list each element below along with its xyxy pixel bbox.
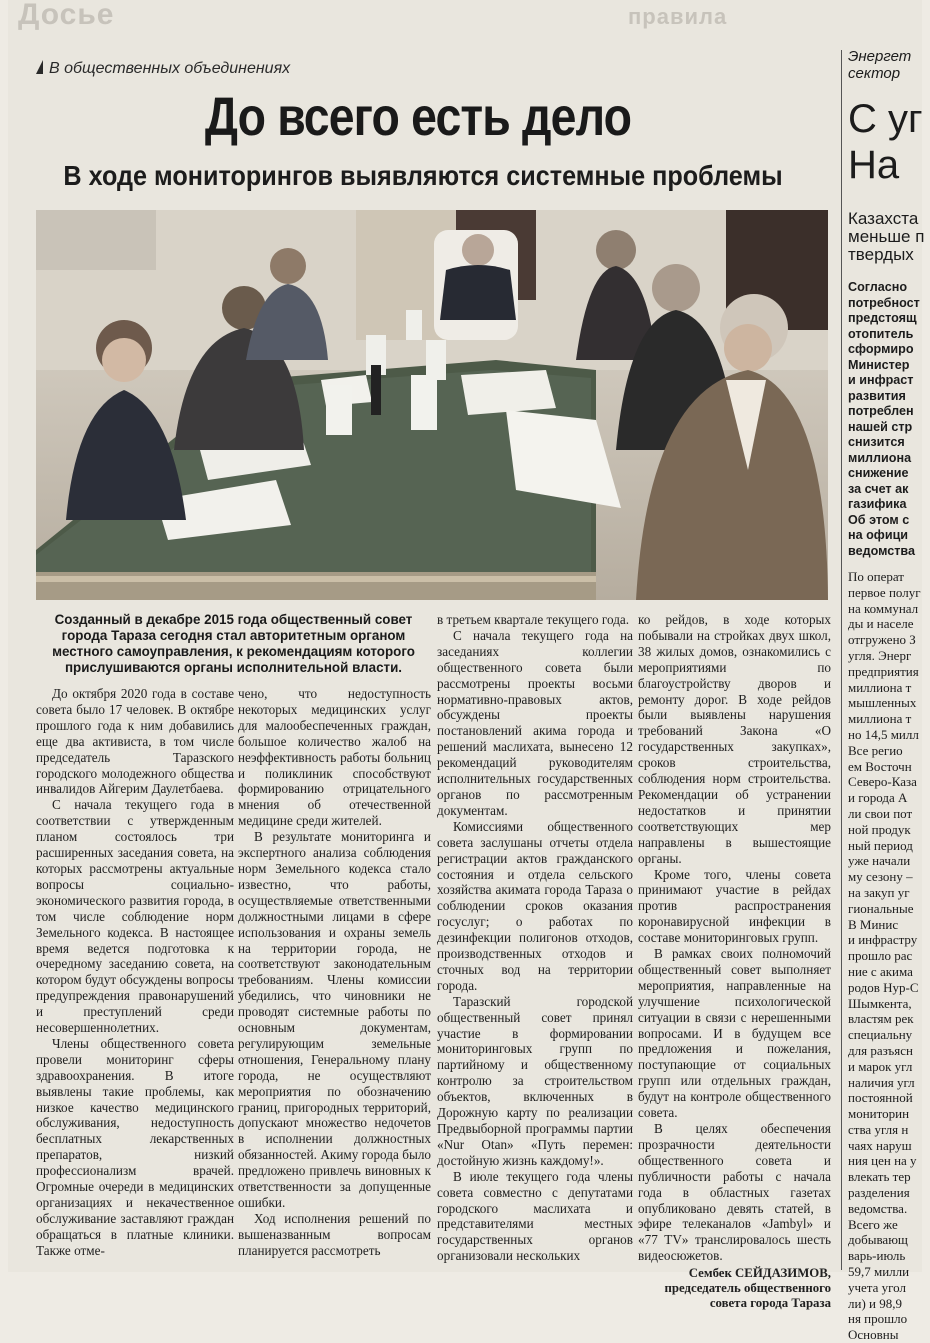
article-headline: До всего есть дело xyxy=(204,87,632,147)
article-column-1 xyxy=(36,686,234,1259)
side-text-line: предстоящ xyxy=(848,311,917,325)
side-text-line: специальну xyxy=(848,1027,913,1043)
side-text-line: миллиона xyxy=(848,450,912,465)
side-text-line: постоянной xyxy=(848,1090,913,1106)
side-text-line: учета угол xyxy=(848,1279,906,1295)
previous-page-bleed xyxy=(8,0,922,48)
side-text-line: сформиро xyxy=(848,342,914,356)
side-text-line: прошло рас xyxy=(848,948,913,964)
paragraph: В рамках своих полномочий общественный совет выполняет мероприятия, направленные на улучшение психологической ситуации в связи с нерешенными вопросами. И в будущем все предложения и пожелания, поступающие от социальных групп или отдельных граждан, будут на контроле общественного совета. xyxy=(638,946,831,1121)
side-text-line: 59,7 милли xyxy=(848,1264,910,1280)
side-text-line: варь-июль xyxy=(848,1248,906,1264)
side-text-line: В Минис xyxy=(848,916,899,932)
article-column-3 xyxy=(437,612,633,1264)
side-text-line: ня прошло xyxy=(848,1311,908,1327)
paragraph: Ход исполнения решений по вышеназванным вопросам планируется рассмотреть xyxy=(238,1210,431,1258)
side-text-line: нашей стр xyxy=(848,419,913,434)
side-text-line: чаях наруш xyxy=(848,1137,912,1153)
side-text-line: угля. Энерг xyxy=(848,647,912,663)
paragraph: В июле текущего года члены совета совместно с депутатами городского маслихата и представителями местных государственных органов организовали нескольких xyxy=(437,1168,633,1264)
side-text-line: миллиона т xyxy=(848,711,912,727)
side-text-line: отгружено З xyxy=(848,632,916,648)
section-rubric xyxy=(36,60,290,78)
side-text-line: на закуп уг xyxy=(848,884,910,900)
side-text-line: добывающ xyxy=(848,1232,908,1248)
side-text-line: и инфраст xyxy=(848,373,914,387)
rubric-label: В общественных объединениях xyxy=(49,60,291,77)
paragraph: Таразский городской общественный совет принял участие в формировании мониторинговых групп по партийному и общественному контролю за строительством объектов, включенных в Дорожную карту по реализации Предвыборной программы партии «Nur Otan» «Путь перемен: достойную жизнь каждому!». xyxy=(437,993,633,1168)
paragraph: Члены общественного совета провели мониторинг сферы здравоохранения. В итоге выявлены такие проблемы, как низкое качество медицинского обслуживания, недоступность бесплатных лекарственных препаратов, низкий профессионализм врачей. Огромные очереди в медицинских организациях и некачественное обслуживание заставляют граждан обращаться в платные клиники. Также отме- xyxy=(36,1035,234,1258)
side-text-line: развития xyxy=(848,388,906,403)
bleed-text-left: Досье xyxy=(18,0,115,31)
side-text-line: Министер xyxy=(848,357,910,372)
side-text-line: ли) и 98,9 xyxy=(848,1295,902,1311)
paragraph: В результате мониторинга и экспертного анализа соблюдения норм Земельного кодекса стало известно, что работы, осуществляемые ответственными должностными лицами в сфере использования и охраны земель на территории города, не соответствуют законодательным требованиям. Члены комиссии убедились, что чиновники не проводят системные работы по основным документам, регулирующим земельные отношения, Генеральному плану города, не осуществляют мероприятия по обозначению границ, пригородных территорий, допускают множество недочетов в исполнении должностных обязанностей. Акиму города было предложено привлечь виновных к ответственности за допущенные ошибки. xyxy=(238,829,431,1210)
newspaper-page xyxy=(8,0,925,1343)
side-text-line: снижение xyxy=(848,466,909,480)
side-text-line: ния цен на у xyxy=(848,1153,917,1169)
side-text-line: наличия угл xyxy=(848,1074,915,1090)
photo-caption-lead: Созданный в декабре 2015 года общественный совет города Тараза сегодня стал авторитетным органом местного самоуправления, к рекомендациям которого прислушиваются органы исполнительной власти. xyxy=(52,612,415,675)
side-text-line: Шымкента, xyxy=(848,995,912,1011)
article-subhead: В ходе мониторингов выявляются системные проблемы xyxy=(63,160,783,191)
side-text-line: ной продук xyxy=(848,821,911,837)
side-text-line: и инфрастру xyxy=(848,932,918,948)
paragraph: чено, что недоступность некоторых медицинских услуг для малообеспеченных граждан, большое количество жалоб на неэффективность работы больниц и поликлиник способствуют формированию отрицательного мнения об отечественной медицине среди жителей. xyxy=(238,686,431,829)
paragraph: в третьем квартале текущего года. xyxy=(437,612,630,627)
side-text-line: му сезону – xyxy=(848,869,913,885)
side-text-line: для разъясн xyxy=(848,1042,913,1058)
side-text-line: но 14,5 милл xyxy=(848,726,919,742)
side-text-line: родов Нур-С xyxy=(848,979,919,995)
side-headline: С уг На xyxy=(848,97,923,187)
side-text-line: и города А xyxy=(848,790,908,806)
paragraph: Кроме того, члены совета принимают участие в рейдах против распространения коронавирусной инфекции в составе мониторинговых групп. xyxy=(638,866,831,946)
side-text-line: первое полуг xyxy=(848,584,921,600)
side-text-line: ние с акима xyxy=(848,963,913,979)
meeting-photo xyxy=(36,210,828,600)
side-text-line: Всего же xyxy=(848,1216,898,1232)
side-text-line: ведомства. xyxy=(848,1200,908,1216)
side-text-line: влекать тер xyxy=(848,1169,911,1185)
side-text-line: разделения xyxy=(848,1185,910,1201)
side-text-line: мышленных xyxy=(848,695,917,711)
author-name: Сембек СЕЙДАЗИМОВ, xyxy=(688,1266,831,1281)
side-text-line: ли свои пот xyxy=(848,805,913,821)
side-text-line: отопитель xyxy=(848,326,914,341)
side-text-line: на коммунал xyxy=(848,600,919,616)
paragraph: ко рейдов, в ходе которых побывали на стройках двух школ, 38 жилых домов, ознакомились с мероприятиями по благоустройству дворов и ремонту дорог. В ходе рейдов были выявлены нарушения требований Закона «О государственных закупках», сроков строительства, соблюдения норм строительства. Рекомендации об устранении недостатков и принятии соответствующих мер направлены в вышестоящие органы. xyxy=(638,612,831,866)
side-text-line: ный период xyxy=(848,837,913,853)
paragraph: С начала текущего года на заседаниях коллегии общественного совета были рассмотрены проекты восьми нормативно-правовых актов, обсуждены проекты постановлений акима города и решений маслихата, вынесено 12 рекомендаций руководителям исполнительных государственных органов по рассмотренным документам. xyxy=(437,627,633,818)
side-text-line: По операт xyxy=(848,569,904,584)
side-text-line: уже начали xyxy=(848,853,911,869)
side-text-line: за счет ак xyxy=(848,481,909,496)
side-subhead: Казахста меньше п твердых xyxy=(848,209,925,264)
side-text-line: ды и населе xyxy=(848,616,914,632)
meeting-photo-illustration xyxy=(36,210,828,600)
side-text-line: ем Восточн xyxy=(848,758,912,774)
side-text-line: газифика xyxy=(848,497,907,511)
paragraph: До октября 2020 года в составе совета было 17 человек. В октябре прошлого года к ним добавились еще два активиста, в том числе председатель Таразского городского молодежного общества инвалидов Айгерим Даулетбаева. xyxy=(36,686,234,797)
side-text-line: Северо-Каза xyxy=(848,774,917,790)
side-text-line: потреблен xyxy=(848,404,914,418)
side-text-line: миллиона т xyxy=(848,679,912,695)
bleed-text-right: правила xyxy=(628,4,728,29)
column-divider xyxy=(841,50,842,1270)
side-text-line: властям рек xyxy=(848,1011,914,1027)
side-text-line: и марок угл xyxy=(848,1058,913,1074)
side-lead xyxy=(848,280,922,559)
side-text-line: мониторин xyxy=(848,1106,910,1122)
side-text-line: ведомства xyxy=(848,543,916,558)
adjacent-article-cropped xyxy=(848,48,925,1343)
side-rubric: Энергет сектор xyxy=(848,48,912,82)
side-text-line: на офици xyxy=(848,528,909,542)
side-text-line: Об этом с xyxy=(848,512,910,527)
side-text-line: снизится xyxy=(848,435,905,449)
paragraph: С начала текущего года в соответствии с утвержденным планом состоялось три расширенных заседания совета, на которых рассмотрены актуальные вопросы социально-экономического развития города, в том числе соблюдение норм Земельного кодекса. В настоящее время ведется подготовка к очередному заседанию совета, на котором будут обсуждены вопросы предупреждения правонарушений и преступлений среди несовершеннолетних. xyxy=(36,797,234,1036)
author-signature xyxy=(638,1266,831,1311)
side-text-line: предприятия xyxy=(848,663,919,679)
side-text-line: Согласно xyxy=(848,280,908,294)
side-text-line: ства угля н xyxy=(848,1121,909,1137)
author-title: председатель общественного совета города Тараза xyxy=(664,1281,831,1311)
side-text-line: Все регио xyxy=(848,742,903,758)
article-column-2 xyxy=(238,686,431,1259)
side-body xyxy=(848,569,922,1343)
rubric-triangle-icon xyxy=(36,60,43,74)
side-text-line: потребност xyxy=(848,295,920,310)
side-text-line: гиональные xyxy=(848,900,914,916)
article-column-4 xyxy=(638,612,831,1311)
side-text-line: Основны xyxy=(848,1327,899,1343)
paragraph: Комиссиями общественного совета заслушаны отчеты отдела регистрации актов гражданского состояния и отдела сельского хозяйства акимата города Тараза о соблюдении сроков оказания госуслуг; о работах по дезинфекции полигонов отходов, производственных отходов и сточных вод на территории города. xyxy=(437,818,633,993)
paragraph: В целях обеспечения прозрачности деятельности общественного совета и публичности работы с начала года в областных газетах опубликовано девять статей, в эфире телеканалов «Jambyl» и «77 TV» транслировалось шесть видеосюжетов. xyxy=(638,1121,831,1264)
